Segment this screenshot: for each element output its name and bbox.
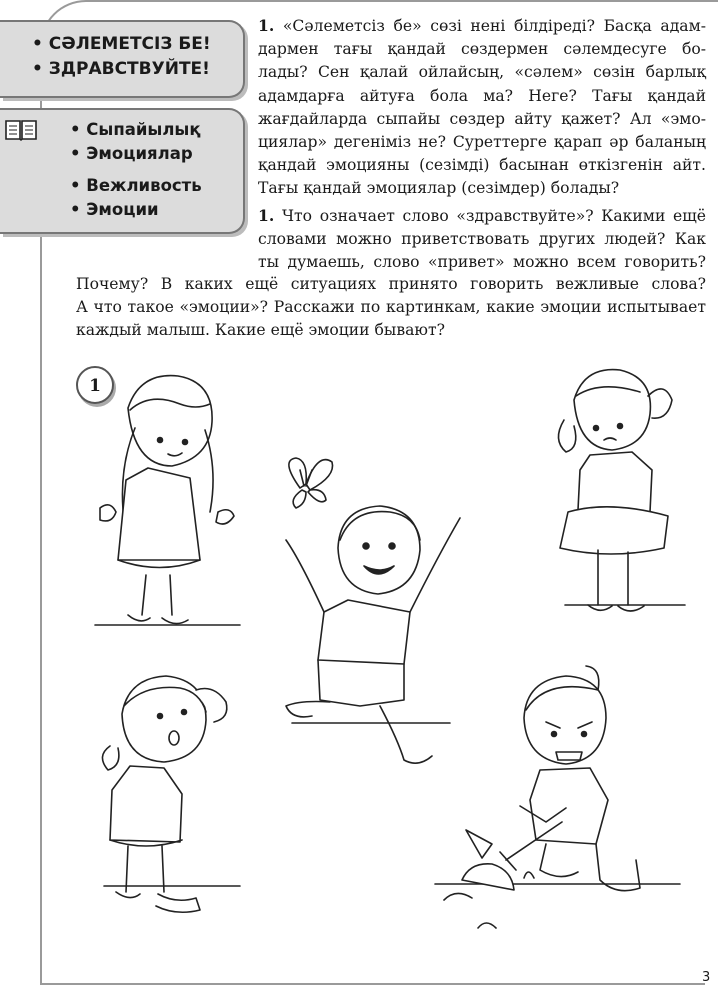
- task-kk-line: жағдайларда сыпайы сөздер айту қажет? Ал «эмо-: [258, 109, 706, 128]
- grumpy-girl-drawing: [558, 370, 672, 611]
- page-number: 3: [702, 970, 711, 985]
- topic-kk: • СӘЛЕМЕТСІЗ БЕ!: [32, 34, 211, 54]
- task-kk-line-1: 1. «Сәлеметсіз бе» сөзі нені білдіреді? Басқа адам-: [258, 16, 706, 35]
- value-kk-1: • Сыпайылық: [70, 120, 201, 139]
- task-ru-line: словами можно приветствовать других людей? Как: [258, 230, 706, 249]
- scared-girl-drawing: [102, 676, 226, 912]
- task-kk-line: лады? Сен қалай ойлайсың, «сәлем» сөзін барлық: [258, 63, 706, 82]
- task-ru-line-1: 1. Что означает слово «здравствуйте»? Какими ещё: [258, 206, 706, 225]
- butterfly-drawing: [289, 458, 333, 508]
- task-kk-line: циялар» дегеніміз не? Суреттерге қарап әр баланың: [258, 133, 706, 152]
- task-kk-line: Тағы қандай эмоциялар (сезімдер) болады?: [258, 179, 620, 198]
- task-kk-line: қандай эмоцияны (сезімді) басынан өткізгенін айт.: [258, 156, 706, 175]
- value-ru-1: • Вежливость: [70, 176, 202, 195]
- task-ru-line: Почему? В каких ещё ситуациях принято говорить вежливые слова?: [76, 275, 706, 293]
- value-kk-2: • Эмоциялар: [70, 144, 193, 163]
- task-ru-line: А что такое «эмоции»? Расскажи по картинкам, какие эмоции испытывает: [76, 298, 706, 317]
- task-kk-line: дармен тағы қандай сөздермен сәлемдесуге бо-: [258, 40, 706, 59]
- task-ru-number: 1.: [258, 206, 275, 225]
- happy-boy-drawing: [286, 506, 460, 763]
- angry-boy-drawing: [444, 666, 640, 928]
- task-ru-line: каждый малыш. Какие ещё эмоции бывают?: [76, 321, 445, 340]
- task-ru-line: ты думаешь, слово «привет» можно всем говорить?: [258, 253, 706, 272]
- topic-ru: • ЗДРАВСТВУЙТЕ!: [32, 59, 210, 79]
- shy-girl-drawing: [100, 376, 234, 624]
- task-kk-number: 1.: [258, 16, 275, 35]
- value-ru-2: • Эмоции: [70, 200, 159, 219]
- task-kk-line: адамдарға айтуға бола ма? Неге? Тағы қандай: [258, 86, 706, 105]
- illustration-number: 1: [76, 366, 114, 404]
